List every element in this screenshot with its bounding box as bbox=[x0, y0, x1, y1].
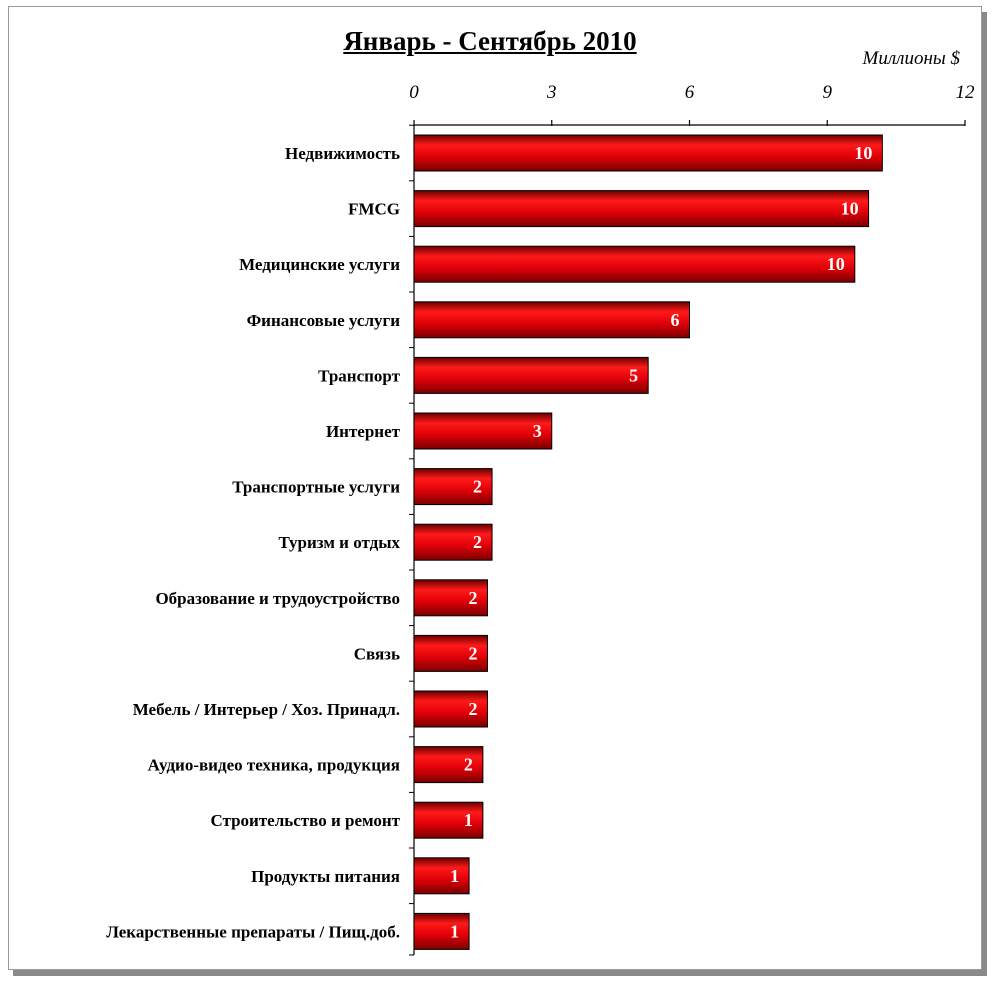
data-label: 2 bbox=[473, 476, 483, 497]
bar bbox=[414, 858, 469, 894]
data-label: 6 bbox=[670, 309, 680, 330]
category-label: Продукты питания bbox=[251, 866, 400, 886]
category-label: Транспортные услуги bbox=[232, 477, 400, 497]
bar bbox=[414, 246, 855, 282]
category-label: Транспорт bbox=[318, 366, 400, 386]
unit-label: Миллионы $ bbox=[862, 48, 960, 69]
category-label: Туризм и отдых bbox=[278, 533, 400, 553]
data-label: 1 bbox=[450, 921, 460, 942]
data-label: 10 bbox=[826, 254, 845, 275]
x-tick-label: 9 bbox=[822, 82, 832, 103]
category-label: Финансовые услуги bbox=[246, 310, 400, 330]
data-label: 1 bbox=[463, 810, 473, 831]
data-label: 2 bbox=[473, 532, 483, 553]
bar bbox=[414, 191, 869, 227]
x-tick-label: 6 bbox=[684, 82, 695, 103]
category-label: Медицинские услуги bbox=[239, 255, 400, 275]
data-label: 2 bbox=[463, 754, 473, 775]
category-label: Строительство и ремонт bbox=[210, 811, 400, 831]
data-label: 2 bbox=[468, 699, 478, 719]
bar bbox=[414, 413, 552, 449]
category-label: Недвижимость bbox=[285, 144, 400, 163]
data-label: 2 bbox=[468, 587, 478, 608]
data-label: 10 bbox=[840, 198, 859, 219]
data-label: 1 bbox=[450, 865, 460, 886]
category-label: Интернет bbox=[325, 422, 400, 441]
bar bbox=[414, 135, 882, 171]
data-label: 2 bbox=[468, 643, 478, 664]
category-label: Мебель / Интерьер / Хоз. Принадл. bbox=[132, 700, 400, 719]
data-label: 5 bbox=[629, 365, 639, 386]
chart-title: Январь - Сентябрь 2010 bbox=[343, 26, 637, 56]
category-label: Образование и трудоустройство bbox=[155, 588, 400, 608]
data-label: 10 bbox=[854, 143, 873, 163]
bar bbox=[414, 357, 648, 393]
x-tick-label: 0 bbox=[409, 82, 419, 103]
bar bbox=[414, 913, 469, 949]
bar bbox=[414, 302, 690, 338]
category-label: Лекарственные препараты / Пищ.доб. bbox=[106, 922, 400, 942]
x-tick-label: 3 bbox=[547, 82, 557, 103]
category-label: FMCG bbox=[348, 199, 400, 219]
category-label: Аудио-видео техника, продукция bbox=[147, 755, 400, 775]
data-label: 3 bbox=[532, 421, 542, 441]
category-label: Связь bbox=[353, 644, 400, 664]
x-tick-label: 12 bbox=[955, 82, 975, 103]
